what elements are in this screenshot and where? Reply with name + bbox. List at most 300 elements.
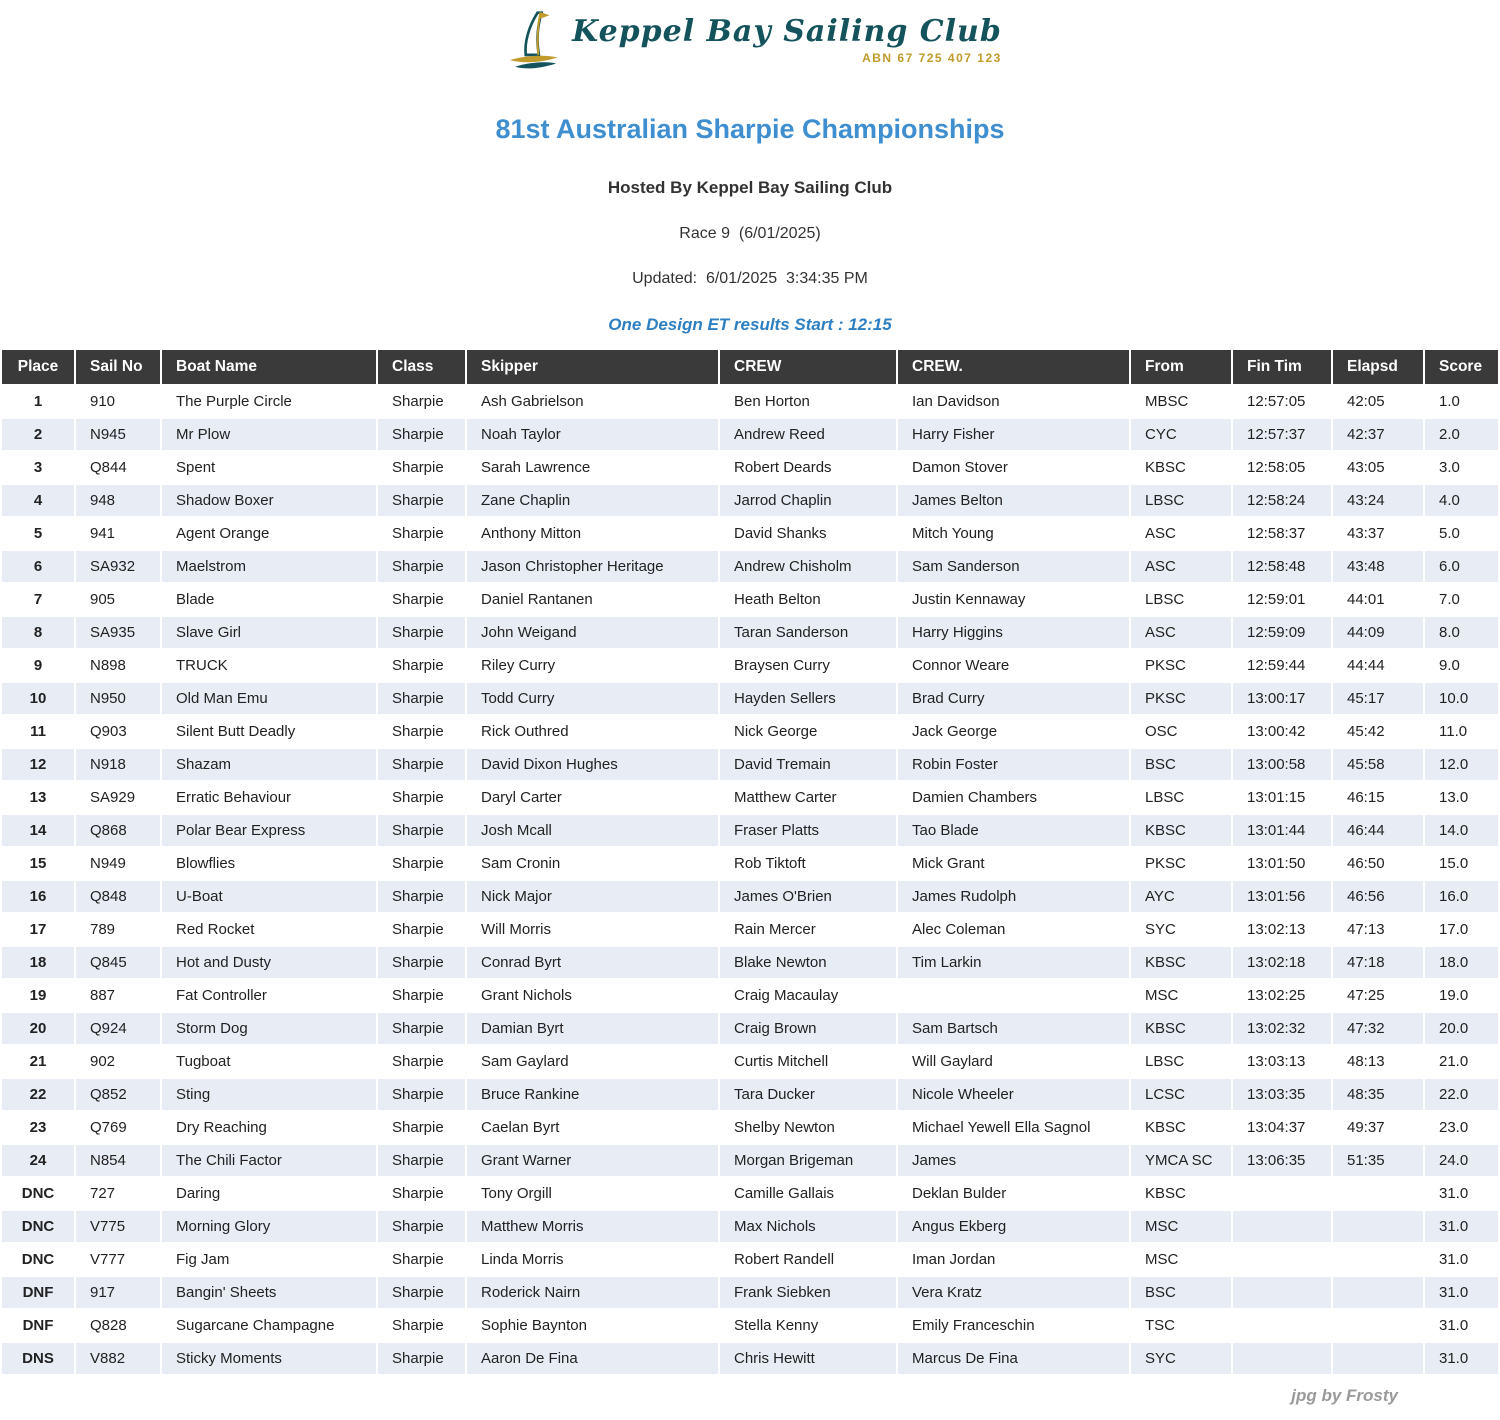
table-row [2,419,1500,450]
cell-crew: Tara Ducker [720,1079,896,1110]
cell-boat-name: Slave Girl [162,617,376,648]
cell-sail-no: Q903 [76,716,160,747]
cell-from: KBSC [1131,947,1231,978]
cell-sail-no: N918 [76,749,160,780]
cell-crew: Iman Jordan [898,1244,1129,1275]
cell-elapsd: 47:18 [1333,947,1423,978]
cell-score: 10.0 [1425,683,1498,714]
cell-fin-tim: 13:01:44 [1233,815,1331,846]
cell-place: DNC [2,1178,74,1209]
cell-from: KBSC [1131,452,1231,483]
cell-skipper: Josh Mcall [467,815,718,846]
column-header-sail-no: Sail No [76,350,160,384]
cell-boat-name: Polar Bear Express [162,815,376,846]
cell-elapsd: 45:58 [1333,749,1423,780]
cell-score: 21.0 [1425,1046,1498,1077]
column-header-skipper: Skipper [467,350,718,384]
cell-from: YMCA SC [1131,1145,1231,1176]
cell-score: 20.0 [1425,1013,1498,1044]
cell-from: PKSC [1131,650,1231,681]
cell-crew: Stella Kenny [720,1310,896,1341]
cell-class: Sharpie [378,1145,465,1176]
cell-fin-tim: 13:00:42 [1233,716,1331,747]
cell-fin-tim: 13:02:32 [1233,1013,1331,1044]
cell-score: 3.0 [1425,452,1498,483]
cell-sail-no: Q848 [76,881,160,912]
cell-score: 11.0 [1425,716,1498,747]
cell-crew: Heath Belton [720,584,896,615]
cell-boat-name: Mr Plow [162,419,376,450]
cell-crew: Robert Deards [720,452,896,483]
cell-boat-name: Old Man Emu [162,683,376,714]
cell-from: CYC [1131,419,1231,450]
cell-place: 4 [2,485,74,516]
table-row [2,716,1500,747]
cell-score: 13.0 [1425,782,1498,813]
table-row [2,881,1500,912]
cell-crew: Deklan Bulder [898,1178,1129,1209]
cell-sail-no: Q769 [76,1112,160,1143]
cell-from: BSC [1131,749,1231,780]
cell-crew: Max Nichols [720,1211,896,1242]
cell-fin-tim [1233,1343,1331,1374]
table-row [2,1112,1500,1143]
cell-crew: Camille Gallais [720,1178,896,1209]
cell-sail-no: SA929 [76,782,160,813]
cell-score: 31.0 [1425,1244,1498,1275]
cell-score: 17.0 [1425,914,1498,945]
cell-place: 17 [2,914,74,945]
cell-skipper: Todd Curry [467,683,718,714]
cell-class: Sharpie [378,716,465,747]
cell-crew: Harry Fisher [898,419,1129,450]
cell-fin-tim: 12:58:24 [1233,485,1331,516]
cell-skipper: Sam Gaylard [467,1046,718,1077]
cell-fin-tim: 13:01:15 [1233,782,1331,813]
cell-boat-name: Blade [162,584,376,615]
cell-crew: Harry Higgins [898,617,1129,648]
table-row [2,617,1500,648]
cell-crew: Mick Grant [898,848,1129,879]
cell-from: MSC [1131,980,1231,1011]
column-header-score: Score [1425,350,1498,384]
cell-skipper: Daryl Carter [467,782,718,813]
cell-skipper: Riley Curry [467,650,718,681]
cell-score: 22.0 [1425,1079,1498,1110]
cell-score: 1.0 [1425,386,1498,417]
watermark-text: jpg by Frosty [1291,1386,1398,1405]
cell-from: LBSC [1131,485,1231,516]
cell-place: 7 [2,584,74,615]
cell-place: 23 [2,1112,74,1143]
cell-boat-name: Fig Jam [162,1244,376,1275]
cell-skipper: Noah Taylor [467,419,718,450]
cell-boat-name: Sting [162,1079,376,1110]
cell-crew: James O'Brien [720,881,896,912]
cell-score: 6.0 [1425,551,1498,582]
cell-from: PKSC [1131,683,1231,714]
cell-elapsd [1333,1178,1423,1209]
cell-from: OSC [1131,716,1231,747]
cell-fin-tim: 12:57:05 [1233,386,1331,417]
cell-boat-name: Morning Glory [162,1211,376,1242]
cell-elapsd: 47:13 [1333,914,1423,945]
cell-sail-no: 727 [76,1178,160,1209]
cell-crew: Chris Hewitt [720,1343,896,1374]
cell-elapsd: 45:42 [1333,716,1423,747]
cell-crew: David Shanks [720,518,896,549]
cell-elapsd: 42:05 [1333,386,1423,417]
cell-class: Sharpie [378,848,465,879]
cell-fin-tim: 12:58:48 [1233,551,1331,582]
cell-sail-no: 789 [76,914,160,945]
cell-place: 8 [2,617,74,648]
cell-from: KBSC [1131,1013,1231,1044]
cell-fin-tim: 13:00:58 [1233,749,1331,780]
cell-skipper: John Weigand [467,617,718,648]
cell-crew: David Tremain [720,749,896,780]
cell-crew: Brad Curry [898,683,1129,714]
cell-sail-no: N898 [76,650,160,681]
cell-elapsd: 48:13 [1333,1046,1423,1077]
cell-fin-tim [1233,1211,1331,1242]
cell-fin-tim: 13:02:25 [1233,980,1331,1011]
cell-crew: Emily Franceschin [898,1310,1129,1341]
cell-boat-name: Shazam [162,749,376,780]
cell-score: 15.0 [1425,848,1498,879]
cell-from: KBSC [1131,1112,1231,1143]
cell-crew: Michael Yewell Ella Sagnol [898,1112,1129,1143]
cell-fin-tim [1233,1178,1331,1209]
cell-sail-no: SA935 [76,617,160,648]
cell-elapsd: 46:15 [1333,782,1423,813]
cell-place: 21 [2,1046,74,1077]
cell-fin-tim: 13:03:13 [1233,1046,1331,1077]
cell-crew: Shelby Newton [720,1112,896,1143]
cell-crew: Taran Sanderson [720,617,896,648]
cell-fin-tim: 12:58:05 [1233,452,1331,483]
cell-sail-no: 917 [76,1277,160,1308]
table-row [2,1310,1500,1341]
cell-skipper: Aaron De Fina [467,1343,718,1374]
cell-elapsd: 49:37 [1333,1112,1423,1143]
cell-skipper: Grant Warner [467,1145,718,1176]
cell-score: 31.0 [1425,1310,1498,1341]
cell-fin-tim: 13:02:18 [1233,947,1331,978]
cell-sail-no: 905 [76,584,160,615]
cell-crew: Vera Kratz [898,1277,1129,1308]
cell-score: 16.0 [1425,881,1498,912]
cell-elapsd: 44:01 [1333,584,1423,615]
cell-crew: Angus Ekberg [898,1211,1129,1242]
cell-elapsd [1333,1277,1423,1308]
table-row [2,1145,1500,1176]
cell-skipper: Daniel Rantanen [467,584,718,615]
results-table [0,348,1500,1376]
cell-skipper: Zane Chaplin [467,485,718,516]
cell-place: 22 [2,1079,74,1110]
cell-crew: Rob Tiktoft [720,848,896,879]
cell-score: 12.0 [1425,749,1498,780]
cell-fin-tim: 12:59:01 [1233,584,1331,615]
cell-class: Sharpie [378,1211,465,1242]
cell-sail-no: N950 [76,683,160,714]
table-row [2,1244,1500,1275]
cell-place: 18 [2,947,74,978]
cell-skipper: Will Morris [467,914,718,945]
cell-elapsd: 43:24 [1333,485,1423,516]
club-logo [0,6,1500,84]
cell-skipper: Damian Byrt [467,1013,718,1044]
cell-class: Sharpie [378,881,465,912]
column-header-class: Class [378,350,465,384]
cell-class: Sharpie [378,1013,465,1044]
cell-fin-tim: 13:02:13 [1233,914,1331,945]
cell-fin-tim: 12:59:09 [1233,617,1331,648]
cell-elapsd [1333,1343,1423,1374]
cell-boat-name: Erratic Behaviour [162,782,376,813]
cell-place: 9 [2,650,74,681]
cell-skipper: Sam Cronin [467,848,718,879]
cell-crew: Frank Siebken [720,1277,896,1308]
cell-crew: Morgan Brigeman [720,1145,896,1176]
cell-elapsd: 46:56 [1333,881,1423,912]
club-logo-text [572,6,1002,65]
cell-from: SYC [1131,914,1231,945]
cell-boat-name: Fat Controller [162,980,376,1011]
cell-class: Sharpie [378,1112,465,1143]
cell-from: ASC [1131,617,1231,648]
cell-place: 14 [2,815,74,846]
cell-class: Sharpie [378,947,465,978]
table-row [2,1013,1500,1044]
cell-crew: Robert Randell [720,1244,896,1275]
cell-crew: Tao Blade [898,815,1129,846]
cell-from: TSC [1131,1310,1231,1341]
cell-place: 19 [2,980,74,1011]
cell-boat-name: Red Rocket [162,914,376,945]
cell-crew: Craig Macaulay [720,980,896,1011]
cell-class: Sharpie [378,1277,465,1308]
cell-fin-tim [1233,1310,1331,1341]
cell-skipper: Bruce Rankine [467,1079,718,1110]
cell-class: Sharpie [378,650,465,681]
cell-crew: James Rudolph [898,881,1129,912]
cell-skipper: Sophie Baynton [467,1310,718,1341]
cell-place: 24 [2,1145,74,1176]
table-row [2,485,1500,516]
cell-crew: Ian Davidson [898,386,1129,417]
cell-elapsd: 47:25 [1333,980,1423,1011]
table-row [2,947,1500,978]
cell-skipper: Matthew Morris [467,1211,718,1242]
cell-from: SYC [1131,1343,1231,1374]
cell-crew: Sam Sanderson [898,551,1129,582]
column-header-boat-name: Boat Name [162,350,376,384]
cell-elapsd: 44:09 [1333,617,1423,648]
club-name: Keppel Bay Sailing Club [572,14,1002,49]
cell-boat-name: Agent Orange [162,518,376,549]
cell-place: 2 [2,419,74,450]
cell-crew: Will Gaylard [898,1046,1129,1077]
cell-boat-name: Sugarcane Champagne [162,1310,376,1341]
cell-crew: Curtis Mitchell [720,1046,896,1077]
table-row [2,452,1500,483]
cell-fin-tim: 13:01:56 [1233,881,1331,912]
cell-boat-name: Hot and Dusty [162,947,376,978]
cell-class: Sharpie [378,617,465,648]
cell-crew: Alec Coleman [898,914,1129,945]
cell-skipper: Roderick Nairn [467,1277,718,1308]
cell-skipper: Sarah Lawrence [467,452,718,483]
cell-sail-no: Q868 [76,815,160,846]
cell-sail-no: 948 [76,485,160,516]
cell-class: Sharpie [378,1343,465,1374]
cell-sail-no: V882 [76,1343,160,1374]
cell-boat-name: Blowflies [162,848,376,879]
column-header-fin-tim: Fin Tim [1233,350,1331,384]
cell-class: Sharpie [378,1046,465,1077]
cell-score: 2.0 [1425,419,1498,450]
cell-boat-name: Silent Butt Deadly [162,716,376,747]
cell-place: DNC [2,1211,74,1242]
cell-elapsd: 48:35 [1333,1079,1423,1110]
cell-skipper: Linda Morris [467,1244,718,1275]
cell-crew: Tim Larkin [898,947,1129,978]
table-row [2,650,1500,681]
column-header-elapsd: Elapsd [1333,350,1423,384]
cell-fin-tim: 12:57:37 [1233,419,1331,450]
table-row [2,1211,1500,1242]
cell-place: 6 [2,551,74,582]
cell-skipper: Nick Major [467,881,718,912]
cell-elapsd [1333,1244,1423,1275]
cell-class: Sharpie [378,1310,465,1341]
masthead [0,0,1500,335]
table-row [2,551,1500,582]
cell-crew: Mitch Young [898,518,1129,549]
cell-boat-name: Bangin' Sheets [162,1277,376,1308]
cell-crew [898,980,1129,1011]
cell-sail-no: SA932 [76,551,160,582]
cell-score: 31.0 [1425,1178,1498,1209]
cell-from: KBSC [1131,1178,1231,1209]
cell-place: 15 [2,848,74,879]
cell-skipper: Jason Christopher Heritage [467,551,718,582]
cell-sail-no: Q924 [76,1013,160,1044]
cell-boat-name: Storm Dog [162,1013,376,1044]
table-row [2,584,1500,615]
cell-fin-tim: 13:04:37 [1233,1112,1331,1143]
cell-elapsd: 47:32 [1333,1013,1423,1044]
cell-crew: Ben Horton [720,386,896,417]
cell-score: 5.0 [1425,518,1498,549]
cell-class: Sharpie [378,815,465,846]
cell-sail-no: V775 [76,1211,160,1242]
table-row [2,1178,1500,1209]
table-row [2,749,1500,780]
cell-class: Sharpie [378,1079,465,1110]
cell-class: Sharpie [378,518,465,549]
cell-place: 3 [2,452,74,483]
cell-sail-no: Q828 [76,1310,160,1341]
cell-boat-name: Tugboat [162,1046,376,1077]
cell-score: 31.0 [1425,1343,1498,1374]
cell-crew: Sam Bartsch [898,1013,1129,1044]
cell-place: DNF [2,1277,74,1308]
cell-score: 18.0 [1425,947,1498,978]
cell-boat-name: U-Boat [162,881,376,912]
cell-sail-no: Q845 [76,947,160,978]
cell-place: 1 [2,386,74,417]
cell-elapsd: 45:17 [1333,683,1423,714]
cell-elapsd [1333,1211,1423,1242]
table-header-row [2,350,1500,384]
table-row [2,848,1500,879]
cell-boat-name: Daring [162,1178,376,1209]
cell-elapsd: 43:48 [1333,551,1423,582]
cell-crew: Marcus De Fina [898,1343,1129,1374]
cell-elapsd: 43:05 [1333,452,1423,483]
page-title: 81st Australian Sharpie Championships [495,114,1005,144]
cell-crew: Damon Stover [898,452,1129,483]
cell-class: Sharpie [378,584,465,615]
cell-crew: Fraser Platts [720,815,896,846]
cell-crew: Andrew Chisholm [720,551,896,582]
cell-crew: Craig Brown [720,1013,896,1044]
cell-place: DNS [2,1343,74,1374]
cell-from: LBSC [1131,782,1231,813]
cell-fin-tim: 13:06:35 [1233,1145,1331,1176]
cell-crew: Nicole Wheeler [898,1079,1129,1110]
race-label: Race 9 (6/01/2025) [679,225,821,242]
cell-place: 13 [2,782,74,813]
cell-crew: Braysen Curry [720,650,896,681]
cell-class: Sharpie [378,914,465,945]
cell-class: Sharpie [378,386,465,417]
table-row [2,1343,1500,1374]
cell-class: Sharpie [378,683,465,714]
cell-crew: Nick George [720,716,896,747]
table-row [2,980,1500,1011]
table-row [2,1277,1500,1308]
cell-fin-tim: 12:59:44 [1233,650,1331,681]
cell-crew: James Belton [898,485,1129,516]
cell-skipper: David Dixon Hughes [467,749,718,780]
cell-place: DNC [2,1244,74,1275]
cell-sail-no: 941 [76,518,160,549]
start-note: One Design ET results Start : 12:15 [608,315,892,334]
cell-sail-no: V777 [76,1244,160,1275]
cell-boat-name: The Chili Factor [162,1145,376,1176]
cell-score: 31.0 [1425,1277,1498,1308]
cell-crew: Hayden Sellers [720,683,896,714]
cell-crew: Connor Weare [898,650,1129,681]
cell-class: Sharpie [378,782,465,813]
hosted-by-subtitle: Hosted By Keppel Bay Sailing Club [607,178,893,197]
cell-class: Sharpie [378,1178,465,1209]
cell-class: Sharpie [378,749,465,780]
cell-score: 4.0 [1425,485,1498,516]
cell-crew: Robin Foster [898,749,1129,780]
cell-class: Sharpie [378,980,465,1011]
cell-from: MSC [1131,1211,1231,1242]
cell-boat-name: Maelstrom [162,551,376,582]
cell-fin-tim: 13:03:35 [1233,1079,1331,1110]
table-row [2,782,1500,813]
cell-boat-name: Spent [162,452,376,483]
updated-timestamp: Updated: 6/01/2025 3:34:35 PM [632,270,868,287]
